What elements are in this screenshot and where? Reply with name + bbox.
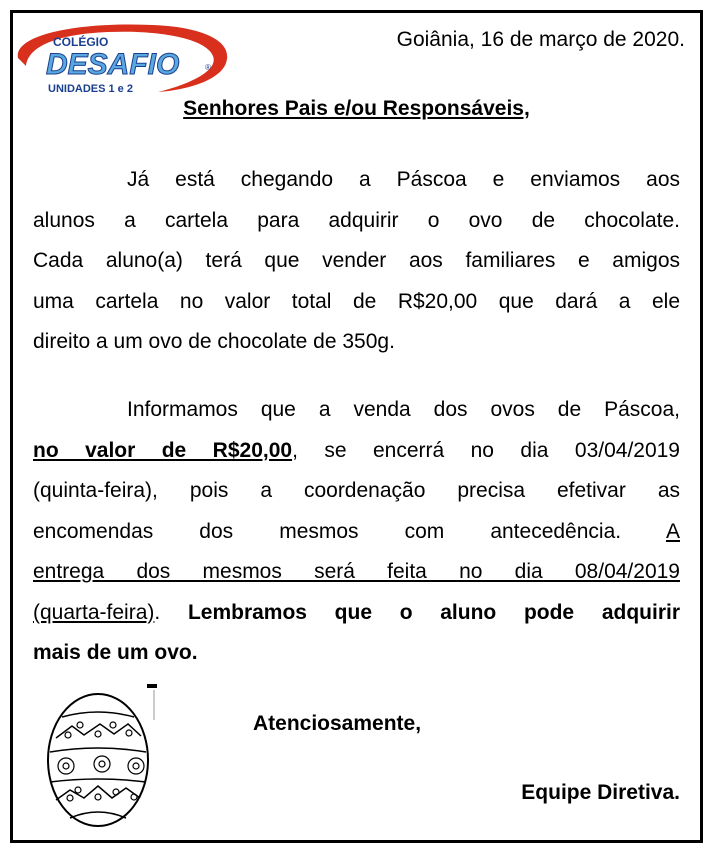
svg-text:COLÉGIO: COLÉGIO bbox=[53, 35, 109, 49]
text-segment: A bbox=[665, 519, 680, 543]
text-line bbox=[33, 512, 680, 553]
text-line bbox=[33, 201, 680, 242]
text-segment: (quarta-feira) bbox=[33, 600, 155, 624]
text-segment: Lembramos que o aluno pode adquirir bbox=[187, 600, 680, 624]
text-line bbox=[33, 633, 680, 674]
text-segment: , se encerrá no dia 03/04/2019 bbox=[292, 438, 680, 462]
text-segment: encomendas dos mesmos com antecedência. bbox=[33, 519, 666, 543]
svg-text:DESAFIO: DESAFIO bbox=[46, 48, 180, 81]
signature: Equipe Diretiva. bbox=[521, 781, 680, 804]
text-line bbox=[33, 282, 680, 323]
text-segment: . bbox=[154, 600, 188, 624]
text-segment: no valor de R$20,00 bbox=[33, 438, 293, 462]
easter-egg-illustration bbox=[40, 680, 170, 830]
paragraph-2 bbox=[33, 390, 680, 674]
text-segment: Cada aluno(a) terá que vender aos familiares e amigos bbox=[33, 249, 680, 272]
text-line bbox=[33, 593, 680, 634]
letter-date: Goiânia, 16 de março de 2020. bbox=[396, 28, 685, 51]
text-segment: uma cartela no valor total de R$20,00 que dará a ele bbox=[33, 289, 680, 313]
text-line bbox=[33, 552, 680, 593]
text-segment: (quinta-feira), pois a coordenação precisa efetivar as bbox=[33, 479, 680, 502]
text-line bbox=[33, 241, 680, 282]
svg-text:UNIDADES 1 e 2: UNIDADES 1 e 2 bbox=[48, 83, 133, 95]
colegio-desafio-logo bbox=[8, 18, 238, 96]
paragraph-1 bbox=[33, 160, 680, 363]
closing: Atenciosamente, bbox=[253, 712, 422, 735]
text-line bbox=[33, 160, 680, 201]
text-segment: alunos a cartela para adquirir o ovo de chocolate. bbox=[33, 208, 680, 232]
text-segment: direito a um ovo de chocolate de 350g. bbox=[33, 330, 395, 353]
text-line bbox=[33, 390, 680, 431]
svg-text:®: ® bbox=[205, 63, 211, 72]
salutation: Senhores Pais e/ou Responsáveis, bbox=[183, 97, 530, 120]
text-line bbox=[33, 471, 680, 512]
text-segment: Já está chegando a Páscoa e enviamos aos bbox=[127, 168, 680, 191]
text-segment: entrega dos mesmos será feita no dia 08/04/2019 bbox=[33, 560, 680, 583]
text-segment: Informamos que a venda dos ovos de Páscoa, bbox=[127, 398, 680, 421]
text-segment: mais de um ovo. bbox=[33, 641, 198, 664]
text-line bbox=[33, 431, 680, 472]
text-line bbox=[33, 322, 680, 363]
